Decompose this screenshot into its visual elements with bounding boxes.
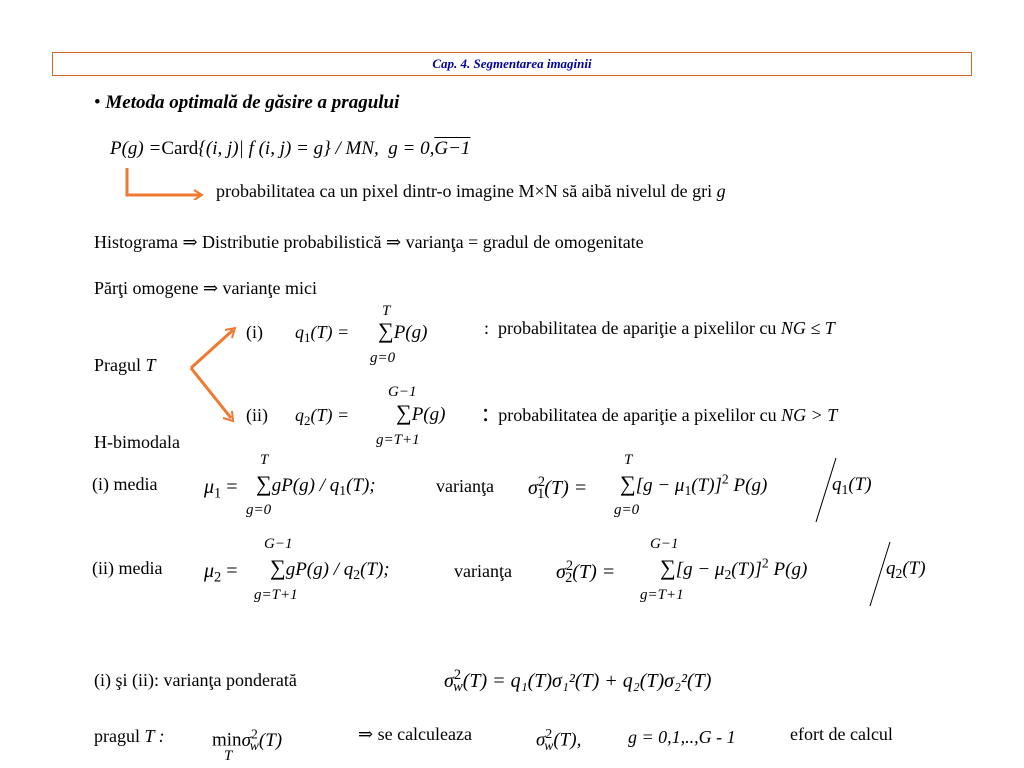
min-word: min (212, 729, 242, 751)
threshold-sigma2-arg: (T), (553, 729, 582, 751)
threshold-min (212, 726, 282, 754)
weighted-formula (444, 667, 711, 696)
weighted-sup: 2 (453, 667, 462, 683)
weighted-rest: (T) = q₁(T)σ₁²(T) + q₂(T)σ₂²(T) (462, 669, 712, 692)
row1-v-bottom: g=0 (614, 502, 640, 518)
row1-sum-top: T (260, 452, 269, 468)
row2-sigma-sup: 2 (565, 558, 574, 574)
sum-icon: ∑ (378, 318, 394, 343)
row1-v-sup: 2 (721, 471, 729, 487)
prob-explanation-text: probabilitatea ca un pixel dintr-o imagine M×N să aibă nivelul de gri (216, 181, 713, 201)
row1-mu-sym: μ (204, 476, 215, 498)
row1-v-div-q: q (832, 474, 842, 495)
weighted-sub: w (453, 679, 463, 696)
row1-sum-end: (T); (346, 475, 376, 496)
prob-eq: = (148, 138, 162, 159)
q1-lhs (295, 322, 349, 346)
threshold-sigma2 (536, 726, 581, 754)
prob-explanation-var: g (716, 181, 726, 201)
q2-q: q (295, 405, 304, 425)
weighted-label: (i) şi (ii): varianţa ponderată (94, 670, 297, 690)
row2-v-div-end: (T) (902, 558, 926, 579)
row2-sigma-sym: σ (556, 560, 566, 583)
threshold-var: T : (144, 726, 165, 746)
row2-sum-end: (T); (360, 559, 390, 580)
row2-v-div-sub: 2 (895, 566, 903, 582)
threshold-range: g = 0,1,..,G - 1 (628, 727, 736, 747)
row2-sum-text: gP(g) / q (285, 559, 354, 580)
section-title: Metoda optimală de găsire a pragului (105, 92, 400, 113)
q2-sum-body-text: P(g) (411, 404, 446, 425)
explain-arrow (122, 164, 208, 200)
row2-v-div-q: q (886, 558, 896, 579)
row2-mu (204, 560, 238, 586)
row2-mu-sym: μ (204, 560, 215, 582)
q2-colon: : (482, 398, 490, 427)
sum-icon: ∑ (270, 555, 286, 580)
row2-sum-top: G−1 (264, 536, 293, 552)
prag-var: T (145, 355, 156, 375)
prob-formula (110, 138, 470, 160)
q2-arg: (T) = (310, 405, 350, 425)
threshold-sigma2-sup: 2 (545, 726, 553, 741)
homogeneous-parts-line: Părţi omogene ⇒ varianţe mici (94, 278, 318, 298)
q1-desc-text: probabilitatea de apariţie a pixelilor cu (498, 318, 777, 338)
q2-sum-bottom: g=T+1 (376, 432, 420, 448)
row2-var-label: varianţa (454, 561, 512, 581)
row2-mu-sub: 2 (214, 569, 222, 586)
row1-v-end: (T)] (691, 475, 722, 496)
row1-sigma-sym: σ (528, 476, 538, 499)
q1-colon: : (484, 318, 490, 338)
q2-desc-text: probabilitatea de apariţie a pixelilor cu (498, 405, 777, 425)
threshold-label (94, 355, 156, 376)
q2-index: (ii) (246, 405, 268, 425)
section-heading (94, 92, 399, 114)
q2-sum-body (396, 400, 445, 426)
q2-desc (482, 398, 837, 428)
q2-sum-top: G−1 (388, 384, 417, 400)
prob-lhs: P(g) (110, 138, 144, 159)
row1-v-div (832, 474, 872, 498)
row2-v-tail: P(g) (773, 559, 808, 580)
q1-arg: (T) = (310, 322, 350, 342)
q1-sub: 1 (304, 329, 311, 345)
threshold-sigma: σ (241, 729, 251, 751)
threshold-line-label (94, 726, 165, 747)
row2-sum-sub: 2 (353, 567, 361, 583)
chapter-header (52, 52, 972, 76)
q1-sum-body-text: P(g) (393, 322, 428, 343)
row1-sum-text: gP(g) / q (271, 475, 340, 496)
q1-cond: NG ≤ T (780, 318, 835, 338)
row1-mu-sub: 1 (214, 485, 222, 502)
row2-sum-body (270, 555, 390, 583)
histogram-line: Histograma ⇒ Distributie probabilistică ⇒ varianţa = gradul de omogenitate (94, 232, 644, 252)
row1-eq: = (226, 476, 238, 498)
row1-v-div-end: (T) (848, 474, 872, 495)
row2-v-sup: 2 (761, 555, 769, 571)
row1-sum-body (256, 471, 376, 499)
threshold-sigma-sub: w (249, 737, 259, 753)
row1-sigma (528, 474, 587, 503)
q1-sum-bottom: g=0 (370, 350, 396, 366)
q1-q: q (295, 322, 304, 342)
prob-div: / MN, (335, 138, 379, 159)
branch-arrows (185, 318, 245, 428)
row1-v-body (620, 471, 767, 499)
prob-range: g = 0, (388, 138, 435, 159)
q2-cond: NG > T (781, 405, 838, 425)
threshold-sigma-sup: 2 (250, 726, 258, 741)
threshold-sigma2-sym: σ (536, 729, 546, 751)
q1-sum-top: T (382, 303, 391, 319)
sum-icon: ∑ (660, 555, 676, 580)
sum-icon: ∑ (620, 471, 636, 496)
threshold-min-under: T (224, 748, 233, 764)
row1-sigma-sup: 2 (537, 474, 546, 490)
row2-v-sub: 2 (724, 567, 732, 583)
row1-mu (204, 476, 238, 502)
row2-sigma (556, 558, 615, 587)
bullet: • (94, 92, 101, 113)
prob-range-over: G−1 (434, 138, 471, 159)
q2-lhs (295, 405, 349, 429)
row2-v-bottom: g=T+1 (640, 587, 684, 603)
row2-v-div (886, 558, 926, 582)
row1-v-text: [g − μ (635, 475, 685, 496)
q2-sub: 2 (304, 412, 311, 428)
prob-set: {(i, j)| f (i, j) = g} (198, 138, 331, 159)
row1-v-div-sub: 1 (841, 482, 849, 498)
row2-eq: = (226, 560, 238, 582)
row2-sigma-arg: (T) = (572, 560, 616, 583)
row1-sigma-arg: (T) = (544, 476, 588, 499)
sum-icon: ∑ (256, 471, 272, 496)
row1-v-top: T (624, 452, 633, 468)
threshold-sigma2-sub: w (544, 737, 554, 753)
weighted-sigma: σ (444, 669, 454, 692)
q1-sum-body (378, 318, 427, 344)
hbimodal-label: H-bimodala (94, 432, 180, 452)
row2-sum-bottom: g=T+1 (254, 587, 298, 603)
row2-v-body (660, 555, 807, 583)
sum-icon: ∑ (396, 400, 412, 425)
threshold-implies: ⇒ se calculeaza (358, 724, 473, 744)
threshold-effort: efort de calcul (790, 724, 893, 744)
row2-v-top: G−1 (650, 536, 679, 552)
row1-var-label: varianţa (436, 476, 494, 496)
q1-desc (484, 318, 835, 339)
row2-v-text: [g − μ (675, 559, 725, 580)
q1-index: (i) (246, 322, 263, 342)
prob-explanation (216, 181, 726, 202)
row2-label: (ii) media (92, 558, 163, 578)
row1-sum-bottom: g=0 (246, 502, 272, 518)
row2-v-end: (T)] (731, 559, 762, 580)
prag-word: Pragul (94, 355, 141, 375)
card-word: Card (161, 138, 199, 159)
row1-v-tail: P(g) (733, 475, 768, 496)
row1-sigma-sub: 1 (537, 486, 545, 503)
row1-sum-sub: 1 (339, 483, 347, 499)
row1-v-sub: 1 (684, 483, 692, 499)
chapter-title: Cap. 4. Segmentarea imaginii (432, 56, 592, 71)
row2-sigma-sub: 2 (565, 570, 573, 587)
threshold-word: pragul (94, 726, 140, 746)
row1-label: (i) media (92, 474, 158, 494)
threshold-sigma-arg: (T) (258, 729, 283, 751)
